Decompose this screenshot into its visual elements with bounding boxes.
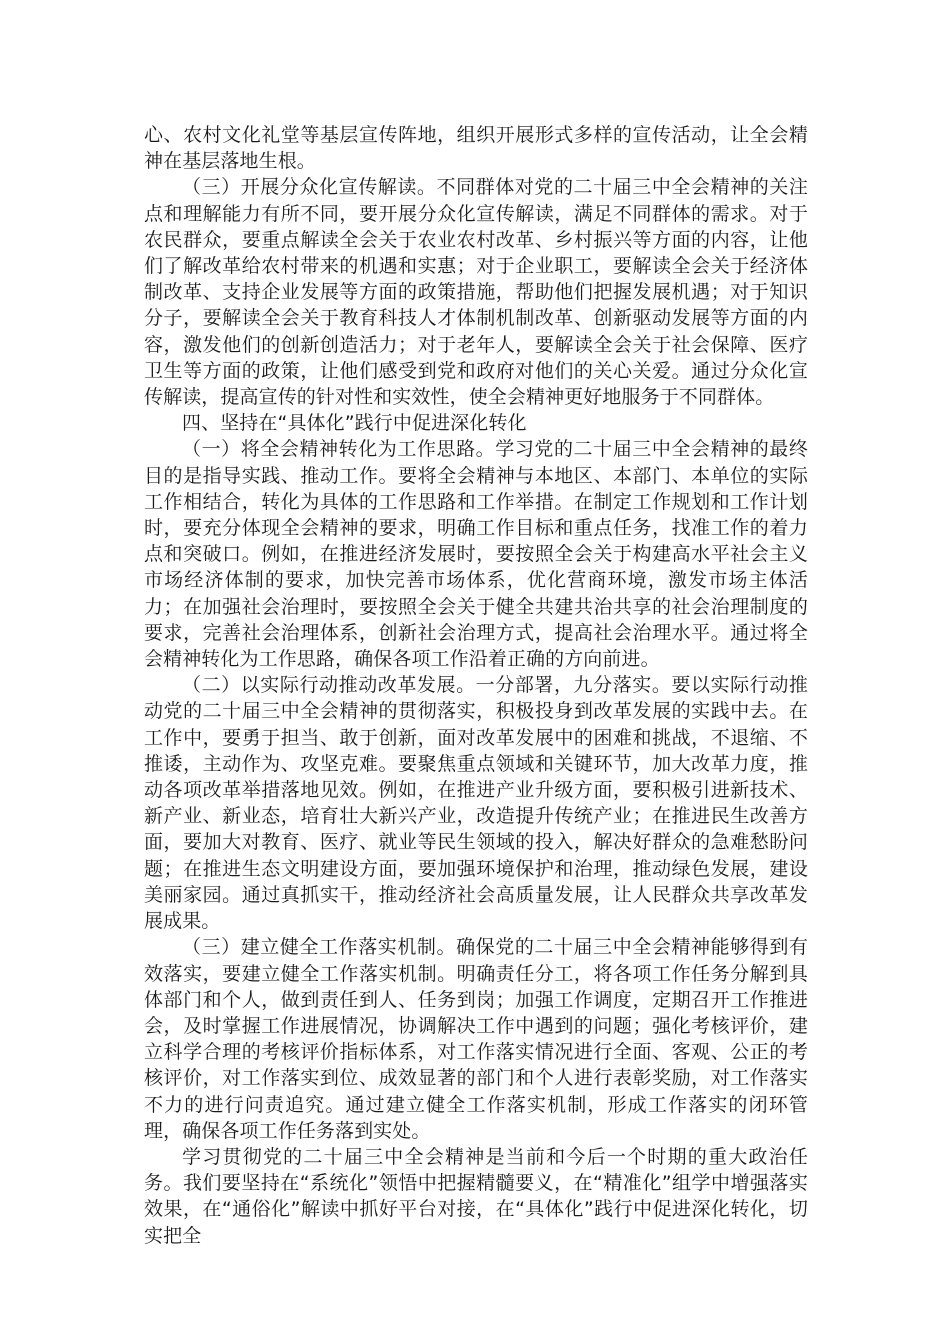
paragraph-conclusion: 学习贯彻党的二十届三中全会精神是当前和今后一个时期的重大政治任务。我们要坚持在“系统化”领悟中把握精髓要义，在“精准化”组学中增强落实效果，在“通俗化”解读中抓好平台对接，在“具体化”践行中促进深化转化，切实把全 bbox=[144, 1145, 808, 1247]
paragraph-section-3-3: （三）开展分众化宣传解读。不同群体对党的二十届三中全会精神的关注点和理解能力有所不同，要开展分众化宣传解读，满足不同群体的需求。对于农民群众，要重点解读全会关于农业农村改革、乡村振兴等方面的内容，让他们了解改革给农村带来的机遇和实惠；对于企业职工，要解读全会关于经济体制改革、支持企业发展等方面的政策措施，帮助他们把握发展机遇；对于知识分子，要解读全会关于教育科技人才体制机制改革、创新驱动发展等方面的内容，激发他们的创新创造活力；对于老年人，要解读全会关于社会保障、医疗卫生等方面的政策，让他们感受到党和政府对他们的关心关爱。通过分众化宣传解读，提高宣传的针对性和实效性，使全会精神更好地服务于不同群体。 bbox=[144, 176, 808, 409]
section-heading-4: 四、坚持在“具体化”践行中促进深化转化 bbox=[182, 412, 527, 435]
document-body bbox=[144, 122, 808, 1249]
paragraph-continuation: 心、农村文化礼堂等基层宣传阵地，组织开展形式多样的宣传活动，让全会精神在基层落地生根。 bbox=[144, 124, 808, 173]
paragraph-section-4-2: （二）以实际行动推动改革发展。一分部署，九分落实。要以实际行动推动党的二十届三中全会精神的贯彻落实，积极投身到改革发展的实践中去。在工作中，要勇于担当、敢于创新，面对改革发展中的困难和挑战，不退缩、不推诿，主动作为、攻坚克难。要聚焦重点领域和关键环节，加大改革力度，推动各项改革举措落地见效。例如，在推进产业升级方面，要积极引进新技术、新产业、新业态，培育壮大新兴产业，改造提升传统产业；在推进民生改善方面，要加大对教育、医疗、就业等民生领域的投入，解决好群众的急难愁盼问题；在推进生态文明建设方面，要加强环境保护和治理，推动绿色发展，建设美丽家园。通过真抓实干，推动经济社会高质量发展，让人民群众共享改革发展成果。 bbox=[144, 674, 808, 933]
paragraph-section-4-1: （一）将全会精神转化为工作思路。学习党的二十届三中全会精神的最终目的是指导实践、推动工作。要将全会精神与本地区、本部门、本单位的实际工作相结合，转化为具体的工作思路和工作举措。在制定工作规划和工作计划时，要充分体现全会精神的要求，明确工作目标和重点任务，找准工作的着力点和突破口。例如，在推进经济发展时，要按照全会关于构建高水平社会主义市场经济体制的要求，加快完善市场体系，优化营商环境，激发市场主体活力；在加强社会治理时，要按照全会关于健全共建共治共享的社会治理制度的要求，完善社会治理体系，创新社会治理方式，提高社会治理水平。通过将全会精神转化为工作思路，确保各项工作沿着正确的方向前进。 bbox=[144, 438, 808, 671]
paragraph-section-4-3: （三）建立健全工作落实机制。确保党的二十届三中全会精神能够得到有效落实，要建立健全工作落实机制。明确责任分工，将各项工作任务分解到具体部门和个人，做到责任到人、任务到岗；加强工作调度，定期召开工作推进会，及时掌握工作进展情况，协调解决工作中遇到的问题；强化考核评价，建立科学合理的考核评价指标体系，对工作落实情况进行全面、客观、公正的考核评价，对工作落实到位、成效显著的部门和个人进行表彰奖励，对工作落实不力的进行问责追究。通过建立健全工作落实机制，形成工作落实的闭环管理，确保各项工作任务落到实处。 bbox=[144, 936, 808, 1142]
